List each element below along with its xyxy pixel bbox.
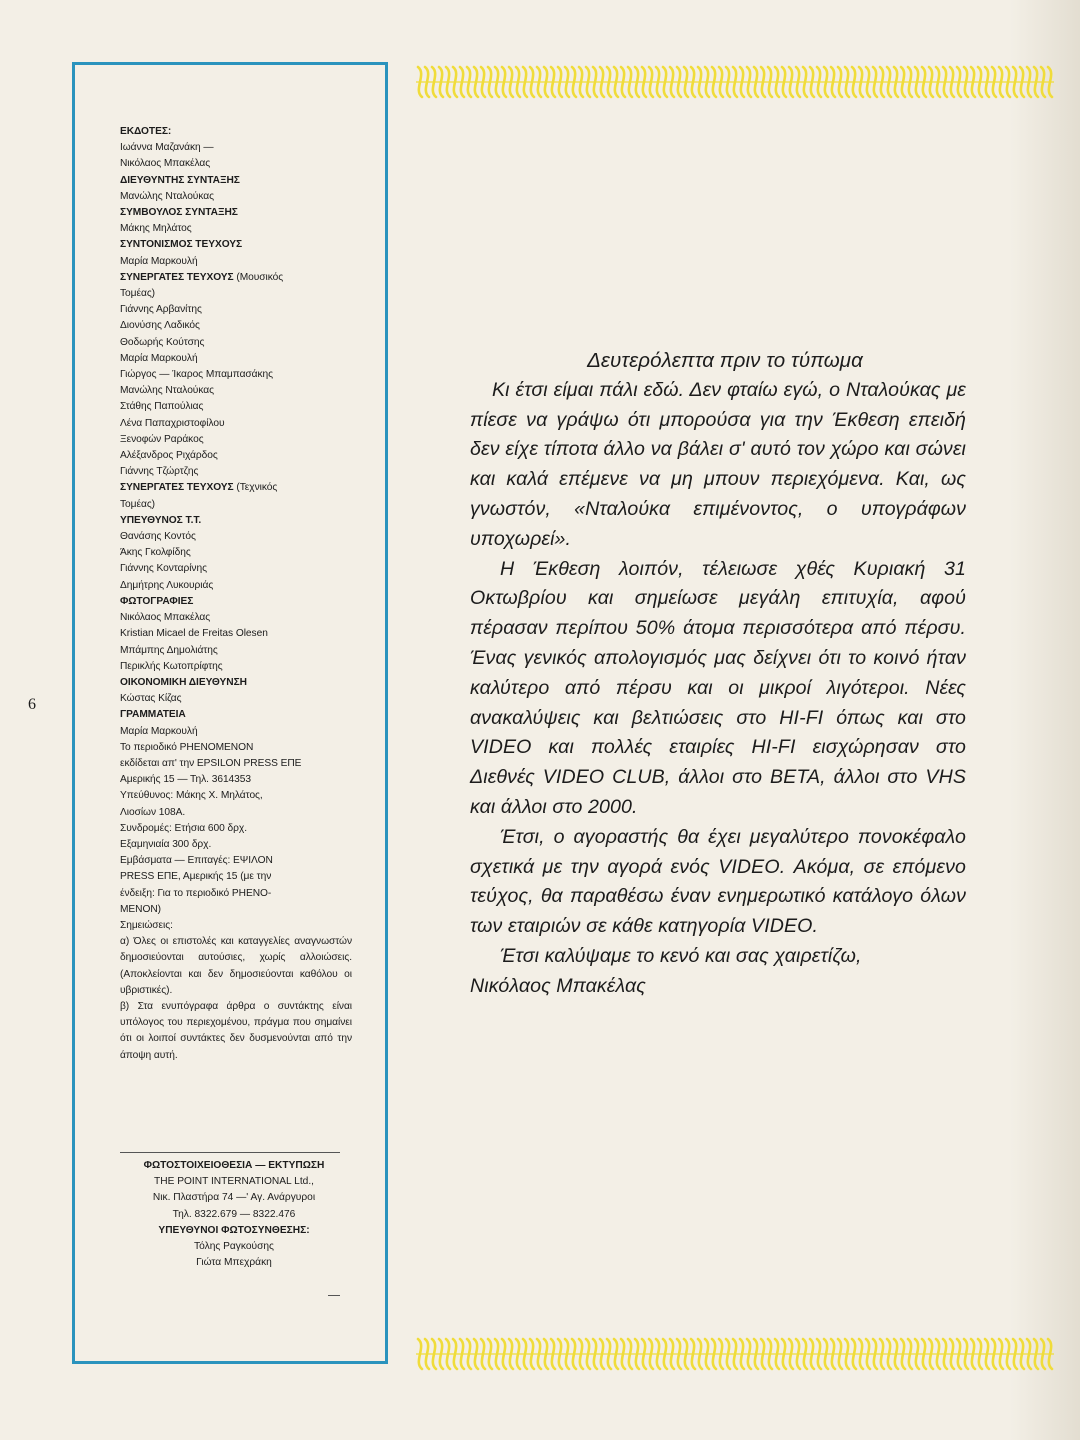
masthead-line xyxy=(120,643,352,659)
masthead-line-text: Αλέξανδρος Ριχάρδος xyxy=(120,450,218,462)
masthead-line xyxy=(120,318,352,334)
masthead-line xyxy=(120,221,352,237)
typesetters-heading: ΥΠΕΥΘΥΝΟΙ ΦΩΤΟΣΥΝΘΕΣΗΣ: xyxy=(158,1224,310,1236)
masthead-line-text: Μανώλης Νταλούκας xyxy=(120,385,214,397)
masthead-line-text: εκδίδεται απ' την EPSILON PRESS ΕΠΕ xyxy=(120,757,302,769)
masthead-line xyxy=(120,691,352,707)
masthead-role-heading xyxy=(120,237,352,253)
masthead-line-text: Μπάμπης Δημολιάτης xyxy=(120,644,218,656)
masthead-line-text: ΕΚΔΟΤΕΣ: xyxy=(120,126,172,137)
masthead-line-text: Νικόλαος Μπακέλας xyxy=(120,612,211,624)
masthead-line-text: ΥΠΕΥΘΥΝΟΣ Τ.Τ. xyxy=(120,514,202,526)
printing-address: Νικ. Πλαστήρα 74 —' Αγ. Ανάργυροι xyxy=(152,1192,316,1204)
masthead-line xyxy=(120,302,352,318)
masthead-line-suffix: (Μουσικός xyxy=(233,271,284,283)
masthead-note: β) Στα ενυπόγραφα άρθρα ο συντάκτης είναι υπόλογος του περιεχομένου, πράγμα που σημαίνει ότι οι λοιποί συντάκτες δεν δυσμενούνται από την άποψη αυτή. xyxy=(120,1000,352,1061)
masthead-line-text: Γιώργος — Ίκαρος Μπαμπασάκης xyxy=(120,369,274,381)
masthead-line-text: ΣΥΝΤΟΝΙΣΜΟΣ ΤΕΥΧΟΥΣ xyxy=(120,239,243,251)
masthead-line xyxy=(120,497,352,513)
masthead-line xyxy=(120,869,352,885)
masthead-line-suffix: (Τεχνικός xyxy=(233,482,278,494)
masthead-line-text: Το περιοδικό PHENOMENON xyxy=(120,741,254,753)
masthead-line xyxy=(120,351,352,367)
masthead-line-text: Μάκης Μηλάτος xyxy=(120,223,192,235)
masthead-line xyxy=(120,886,352,902)
masthead-line xyxy=(120,626,352,642)
masthead-line-text: ΦΩΤΟΓΡΑΦΙΕΣ xyxy=(120,595,194,607)
masthead-line xyxy=(120,383,352,399)
masthead-line-text: Ιωάννα Μαζανάκη — xyxy=(120,142,214,154)
masthead-line-text: Μαρία Μαρκουλή xyxy=(120,352,198,364)
masthead-line xyxy=(120,902,352,918)
masthead-role-heading xyxy=(120,707,352,723)
masthead-line-text: Λένα Παπαχριστοφίλου xyxy=(120,417,225,429)
masthead-line xyxy=(120,659,352,675)
typesetter-name: Τόλης Ραγκούσης xyxy=(194,1241,274,1253)
masthead-line-text: ΣΥΝΕΡΓΑΤΕΣ ΤΕΥΧΟΥΣ xyxy=(120,271,234,283)
masthead-line xyxy=(120,432,352,448)
masthead-line-text: Δημήτρης Λυκουριάς xyxy=(120,579,214,591)
masthead-line-text: ΟΙΚΟΝΟΜΙΚΗ ΔΙΕΥΘΥΝΣΗ xyxy=(120,676,247,688)
bottom-zigzag-ornament xyxy=(414,1336,1056,1372)
masthead-line-text: MENON) xyxy=(120,903,162,915)
masthead-role-heading xyxy=(120,480,352,496)
masthead-line xyxy=(120,545,352,561)
masthead-line xyxy=(120,724,352,740)
masthead-line xyxy=(120,254,352,270)
masthead-line xyxy=(120,821,352,837)
printing-phones: Τηλ. 8322.679 — 8322.476 xyxy=(172,1208,296,1220)
masthead-line xyxy=(120,335,352,351)
masthead-line-text: ΓΡΑΜΜΑΤΕΙΑ xyxy=(120,709,186,721)
masthead-line xyxy=(120,286,352,302)
masthead-line xyxy=(120,448,352,464)
masthead-note: α) Όλες οι επιστολές και καταγγελίες αναγνωστών δημοσιεύονται αυτούσιες, χωρίς αλλοιώσεις. (Αποκλείονται και δεν δημοσιεύονται καθόλου οι υβριστικές). xyxy=(120,936,352,996)
masthead-line-text: Διονύσης Λαδικός xyxy=(120,320,200,332)
printing-company: THE POINT INTERNATIONAL Ltd., xyxy=(153,1176,314,1188)
masthead-line-text: ΣΥΜΒΟΥΛΟΣ ΣΥΝΤΑΞΗΣ xyxy=(120,207,238,219)
editorial-article xyxy=(470,346,966,1002)
masthead-line xyxy=(120,529,352,545)
article-paragraph: Έτσι, ο αγοραστής θα έχει μεγαλύτερο πονοκέφαλο σχετικά με την αγορά ενός VIDEO. Ακόμα, σε επόμενο τεύχος, θα παραθέσω έναν ενημερωτικό κατάλογο όλων των εταιριών σε κάθε κατηγορία VIDEO. xyxy=(470,825,966,938)
masthead-line-text: Στάθης Παπούλιας xyxy=(120,401,204,413)
masthead-role-heading xyxy=(120,270,352,286)
masthead-line-text: Τομέας) xyxy=(120,288,156,300)
masthead-line-text: Γιάννης Αρβανίτης xyxy=(120,304,202,316)
masthead-line-text: Εξαμηνιαία 300 δρχ. xyxy=(120,838,212,850)
masthead-line xyxy=(120,140,352,156)
masthead-line xyxy=(120,189,352,205)
masthead-line-text: Νικόλαος Μπακέλας xyxy=(120,158,211,170)
masthead-line xyxy=(120,578,352,594)
masthead-line-text: Μαρία Μαρκουλή xyxy=(120,255,198,267)
masthead-line xyxy=(120,918,352,934)
masthead-line-text: ΣΥΝΕΡΓΑΤΕΣ ΤΕΥΧΟΥΣ xyxy=(120,482,234,494)
masthead-line xyxy=(120,772,352,788)
masthead-line xyxy=(120,740,352,756)
masthead-line-text: Μαρία Μαρκουλή xyxy=(120,725,198,737)
masthead-line xyxy=(120,610,352,626)
masthead-line xyxy=(120,416,352,432)
masthead-role-heading xyxy=(120,124,352,140)
masthead-role-heading xyxy=(120,594,352,610)
printing-heading: ΦΩΤΟΣΤΟΙΧΕΙΟΘΕΣΙΑ — ΕΚΤΥΠΩΣΗ xyxy=(143,1160,325,1171)
masthead-line-text: Σημειώσεις: xyxy=(120,919,173,931)
masthead-line-text: Εμβάσματα — Επιταγές: ΕΨΙΛΟΝ xyxy=(120,855,273,867)
masthead-line-text: ένδειξη: Για το περιοδικό PHENO- xyxy=(120,887,272,899)
masthead-line xyxy=(120,156,352,172)
page-edge-shadow xyxy=(1010,0,1080,1440)
masthead-line-text: Μανώλης Νταλούκας xyxy=(120,190,214,202)
print-end-dash xyxy=(328,1295,340,1296)
article-paragraph: Κι έτσι είμαι πάλι εδώ. Δεν φταίω εγώ, ο Νταλούκας με πίεσε να γράψω ότι μπορούσα για την Έκθεση επειδή δεν είχε τίποτα άλλο να βάλει σ' αυτό τον χώρο και σώνει και καλά επέμενε να μη μπουν περιεχόμενα. Και, ως γνωστόν, «Νταλούκα επιμένοντος, ο υπογράφων υποχωρεί». xyxy=(470,378,966,550)
top-zigzag-ornament xyxy=(414,64,1056,100)
masthead-line-text: Kristian Micael de Freitas Olesen xyxy=(120,628,268,640)
masthead-line xyxy=(120,399,352,415)
article-paragraph: Η Έκθεση λοιπόν, τέλειωσε χθές Κυριακή 31 Οκτωβρίου και σημείωσε μεγάλη επιτυχία, αφού πέρασαν περίπου 50% άτομα περισσότερα από πέρσυ. Ένας γενικός απολογισμός μας δείχνει ότι το κοινό ήταν καλύτερο από πέρσυ και οι μικροί λιγότεροι. Νέες ανακαλύψεις και βελτιώσεις στο HI-FI όπως και στο VIDEO και πολλές εταιρίες HI-FI εισχώρησαν στο Διεθνές VIDEO CLUB, άλλοι στο BETA, άλλοι στο VHS και άλλοι στο 2000. xyxy=(470,557,966,818)
masthead-line xyxy=(120,756,352,772)
masthead-role-heading xyxy=(120,205,352,221)
masthead-role-heading xyxy=(120,513,352,529)
masthead-line-text: ΔΙΕΥΘΥΝΤΗΣ ΣΥΝΤΑΞΗΣ xyxy=(120,174,240,186)
masthead-line-text: Γιάννης Κονταρίνης xyxy=(120,563,207,575)
printing-credits xyxy=(96,1158,372,1271)
masthead-line-text: Λιοσίων 108Α. xyxy=(120,806,186,818)
masthead-line xyxy=(120,561,352,577)
masthead-line-text: Γιάννης Τζώρτζης xyxy=(120,466,199,478)
masthead-credits xyxy=(120,124,352,1064)
masthead-line-text: Θοδωρής Κούτσης xyxy=(120,336,205,348)
typesetter-name: Γιώτα Μπεχράκη xyxy=(196,1257,272,1269)
masthead-line-text: Συνδρομές: Ετήσια 600 δρχ. xyxy=(120,822,248,834)
masthead-line xyxy=(120,805,352,821)
article-title: Δευτερόλεπτα πριν το τύπωμα xyxy=(587,349,863,372)
article-signature: Νικόλαος Μπακέλας xyxy=(470,974,646,997)
article-body xyxy=(470,376,966,1002)
page-number: 6 xyxy=(28,696,36,713)
masthead-line xyxy=(120,853,352,869)
masthead-line xyxy=(120,464,352,480)
masthead-line-text: PRESS ΕΠΕ, Αμερικής 15 (με την xyxy=(120,871,272,883)
masthead-line-text: Τομέας) xyxy=(120,498,156,510)
masthead-line-text: Κώστας Κίζας xyxy=(120,693,182,705)
masthead-line-text: Περικλής Κωτοπρίφτης xyxy=(120,660,223,672)
masthead-line xyxy=(120,367,352,383)
masthead-role-heading xyxy=(120,675,352,691)
masthead-line-text: Ξενοφών Ραράκος xyxy=(120,433,204,445)
masthead-line-text: Υπεύθυνος: Μάκης Χ. Μηλάτος, xyxy=(120,790,263,802)
masthead-line-text: Θανάσης Κοντός xyxy=(120,531,196,543)
masthead-line-text: Αμερικής 15 — Τηλ. 3614353 xyxy=(120,774,252,786)
masthead-line xyxy=(120,788,352,804)
article-signoff: Έτσι καλύψαμε το κενό και σας χαιρετίζω, xyxy=(500,944,862,967)
masthead-role-heading xyxy=(120,173,352,189)
masthead-line xyxy=(120,837,352,853)
print-divider xyxy=(120,1152,340,1153)
masthead-line-text: Άκης Γκολφίδης xyxy=(120,547,191,559)
